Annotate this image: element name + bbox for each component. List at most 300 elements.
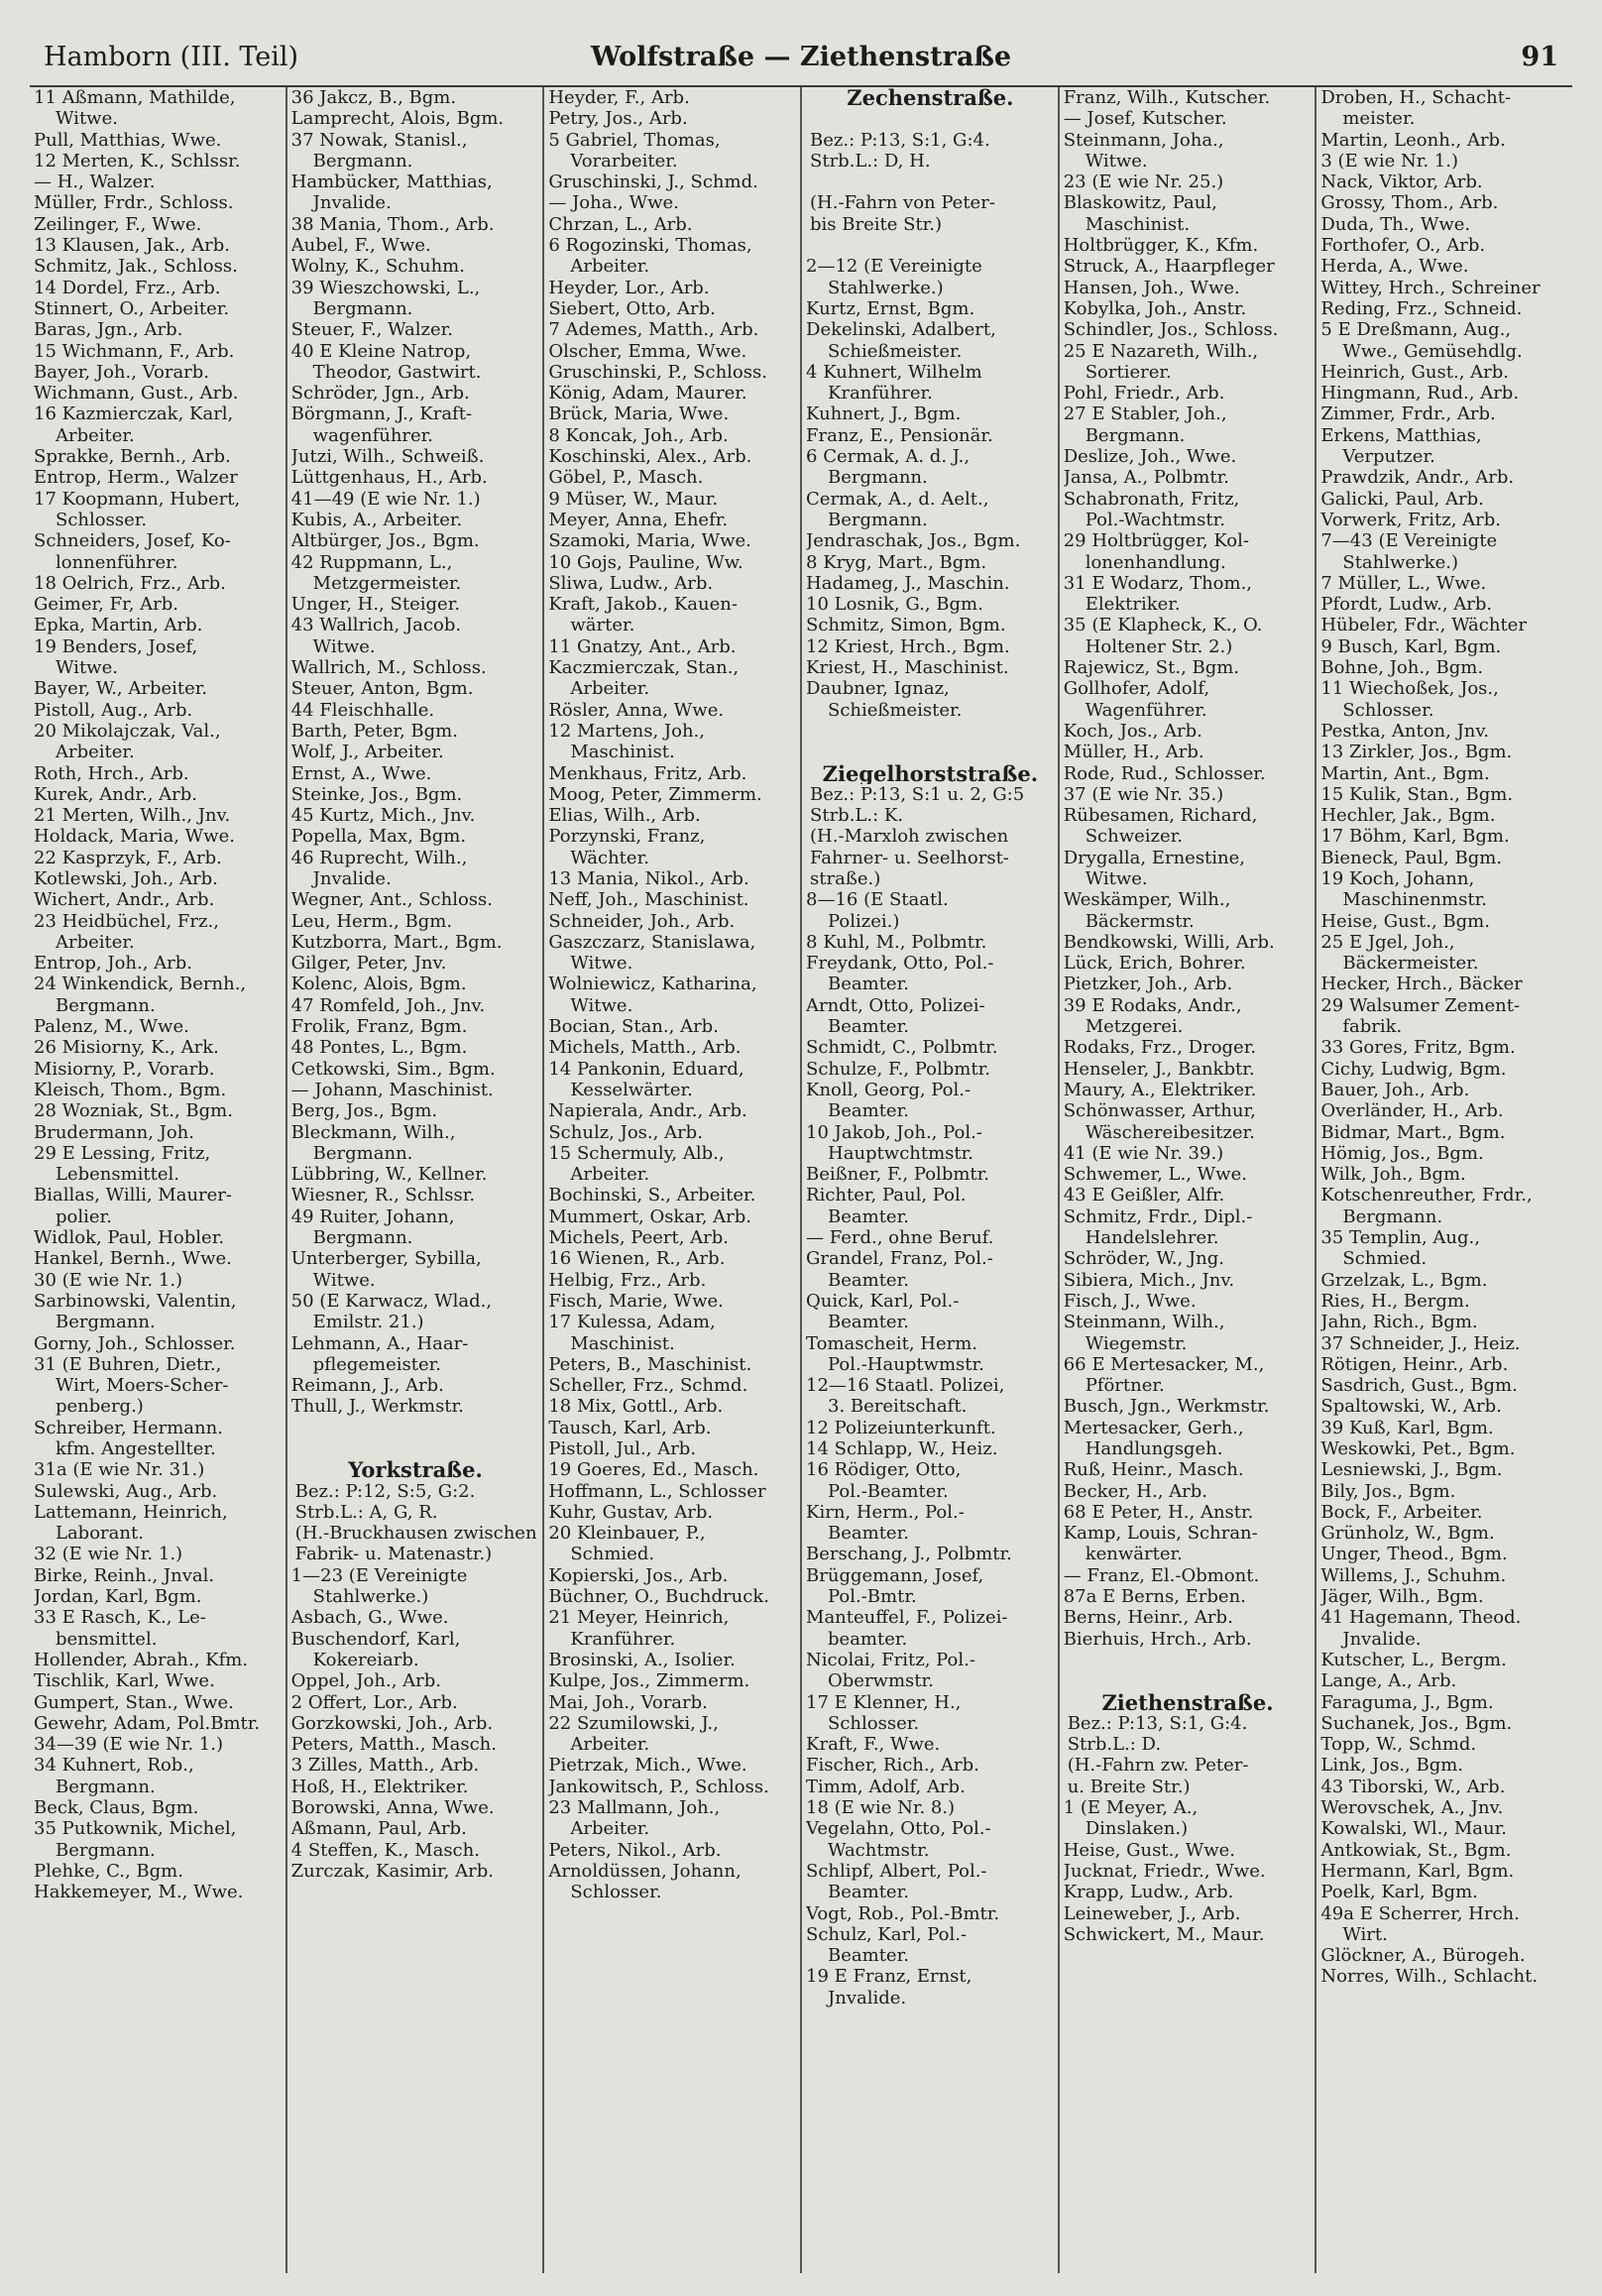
- entry-continuation: Schlosser.: [570, 1882, 662, 1903]
- directory-entry: 41 (E wie Nr. 39.): [1063, 1142, 1224, 1164]
- directory-entry: Jankowitsch, P., Schloss.: [548, 1776, 769, 1797]
- page-number: 91: [1521, 42, 1558, 72]
- street-info-line: u. Breite Str.): [1067, 1776, 1191, 1797]
- directory-entry: Brüggemann, Josef,: [806, 1564, 984, 1586]
- directory-entry: Hansen, Joh., Wwe.: [1063, 277, 1240, 298]
- entry-continuation: fabrik.: [1342, 1016, 1403, 1038]
- directory-entry: Frolik, Franz, Bgm.: [290, 1016, 468, 1038]
- spacer: [806, 742, 1055, 762]
- directory-entry: Kraft, Jakob., Kauen-: [548, 594, 738, 616]
- directory-entry: 13 Klausen, Jak., Arb.: [34, 235, 230, 257]
- directory-entry: 15 Wichmann, F., Arb.: [34, 340, 235, 362]
- directory-entry: Mertesacker, Gerh.,: [1063, 1417, 1244, 1438]
- directory-entry: Göbel, P., Masch.: [548, 467, 704, 489]
- directory-entry: Drygalla, Ernestine,: [1063, 847, 1246, 868]
- directory-entry: Gollhofer, Adolf,: [1063, 678, 1210, 700]
- street-heading: Ziegelhorststraße.: [822, 762, 1039, 784]
- entry-continuation: kenwärter.: [1085, 1544, 1183, 1565]
- directory-entry: Forthofer, O., Arb.: [1320, 235, 1486, 257]
- directory-entry: Antkowiak, St., Bgm.: [1320, 1839, 1512, 1861]
- directory-entry: 20 Mikolajczak, Val.,: [34, 720, 221, 742]
- street-info-line: straße.): [810, 867, 881, 889]
- street-info-line: Bez.: P:13, S:1 u. 2, G:5: [810, 783, 1025, 805]
- directory-entry: Müller, Frdr., Schloss.: [34, 192, 234, 214]
- directory-entry: Hoffmann, L., Schlosser: [548, 1480, 766, 1502]
- directory-entry: Heyder, F., Arb.: [548, 87, 690, 108]
- directory-entry: Kurtz, Ernst, Bgm.: [806, 297, 975, 319]
- directory-entry: Timm, Adolf, Arb.: [806, 1776, 966, 1797]
- entry-continuation: Wagenführer.: [1085, 699, 1207, 721]
- directory-entry: Daubner, Ignaz,: [806, 678, 950, 700]
- directory-entry: Schulz, Jos., Arb.: [548, 1121, 703, 1143]
- directory-entry: Franz, Wilh., Kutscher.: [1063, 87, 1271, 108]
- directory-entry: Lattemann, Heinrich,: [34, 1501, 228, 1523]
- entry-continuation: Bäckermstr.: [1085, 910, 1195, 932]
- street-info-line: (H.-Fahrn zw. Peter-: [1067, 1755, 1249, 1777]
- entry-continuation: Dinslaken.): [1085, 1818, 1189, 1840]
- directory-entry: Arndt, Otto, Polizei-: [806, 994, 985, 1016]
- entry-continuation: Stahlwerke.): [1342, 551, 1458, 573]
- directory-entry: Kulpe, Jos., Zimmerm.: [548, 1670, 750, 1692]
- directory-entry: 4 Steffen, K., Masch.: [290, 1839, 480, 1861]
- entry-continuation: Beamter.: [828, 974, 909, 995]
- directory-entry: Olscher, Emma, Wwe.: [548, 340, 747, 362]
- directory-entry: Norres, Wilh., Schlacht.: [1320, 1966, 1539, 1988]
- directory-entry: Lück, Erich, Bohrer.: [1063, 953, 1246, 975]
- spacer: [806, 172, 1055, 192]
- directory-entry: Hoß, H., Elektriker.: [290, 1776, 469, 1797]
- directory-entry: Unger, H., Steiger.: [290, 594, 461, 616]
- directory-entry: Rötigen, Heinr., Arb.: [1320, 1353, 1509, 1375]
- directory-entry: 49a E Scherrer, Hrch.: [1320, 1902, 1520, 1924]
- directory-entry: Manteuffel, F., Polizei-: [806, 1607, 1008, 1629]
- directory-entry: 37 Nowak, Stanisl.,: [290, 129, 468, 151]
- directory-entry: 21 Meyer, Heinrich,: [548, 1607, 730, 1629]
- directory-entry: Lübbring, W., Kellner.: [290, 1164, 488, 1186]
- directory-entry: 50 (E Karwacz, Wlad.,: [290, 1290, 493, 1312]
- directory-entry: 17 Kulessa, Adam,: [548, 1312, 716, 1333]
- entry-continuation: Wäschereibesitzer.: [1085, 1121, 1255, 1143]
- street-heading: Ziethenstraße.: [1101, 1691, 1274, 1713]
- entry-continuation: Bergmann.: [56, 994, 156, 1016]
- directory-entry: 5 Gabriel, Thomas,: [548, 129, 721, 151]
- directory-entry: Chrzan, L., Arb.: [548, 213, 693, 235]
- directory-entry: Sibiera, Mich., Jnv.: [1063, 1269, 1235, 1291]
- column-1: [30, 87, 287, 2273]
- directory-entry: Spaltowski, W., Arb.: [1320, 1396, 1502, 1418]
- directory-entry: — H., Walzer.: [34, 172, 156, 193]
- directory-entry: 11 Wiechoßek, Jos.,: [1320, 678, 1499, 700]
- directory-entry: 12 Martens, Joh.,: [548, 720, 705, 742]
- entry-continuation: Theodor, Gastwirt.: [312, 361, 482, 383]
- directory-entry: 66 E Mertesacker, M.,: [1063, 1353, 1265, 1375]
- directory-entry: Leu, Herm., Bgm.: [290, 910, 453, 932]
- directory-entry: Kotlewski, Joh., Arb.: [34, 867, 218, 889]
- directory-entry: Gumpert, Stan., Wwe.: [34, 1691, 234, 1713]
- street-heading: Zechenstraße.: [847, 87, 1014, 109]
- entry-continuation: Arbeiter.: [56, 742, 135, 763]
- entry-continuation: Wachtmstr.: [828, 1839, 930, 1861]
- directory-entry: 35 Putkownik, Michel,: [34, 1818, 237, 1840]
- entry-continuation: Arbeiter.: [56, 424, 135, 446]
- directory-entry: Misiorny, P., Vorarb.: [34, 1058, 215, 1080]
- entry-continuation: Sortierer.: [1085, 361, 1172, 383]
- entry-continuation: kfm. Angestellter.: [56, 1438, 216, 1459]
- street-info-line: (H.-Fahrn von Peter-: [810, 192, 995, 214]
- entry-continuation: Bergmann.: [56, 1312, 156, 1333]
- spacer: [806, 108, 1055, 129]
- directory-entry: Rode, Rud., Schlosser.: [1063, 762, 1266, 784]
- directory-entry: Büchner, O., Buchdruck.: [548, 1586, 769, 1608]
- entry-continuation: Schießmeister.: [828, 699, 963, 721]
- directory-entry: Wolny, K., Schuhm.: [290, 256, 465, 278]
- directory-entry: 8 Kuhl, M., Polbmtr.: [806, 931, 987, 953]
- entry-continuation: Maschinist.: [1085, 213, 1191, 235]
- directory-entry: Vogt, Rob., Pol.-Bmtr.: [806, 1902, 1000, 1924]
- directory-entry: 29 Walsumer Zement-: [1320, 994, 1521, 1016]
- directory-entry: Ruß, Heinr., Masch.: [1063, 1459, 1244, 1481]
- directory-entry: Rösler, Anna, Wwe.: [548, 699, 725, 721]
- directory-entry: Moog, Peter, Zimmerm.: [548, 783, 762, 805]
- entry-continuation: Wwe., Gemüsehdlg.: [1342, 340, 1523, 362]
- column-3: [544, 87, 802, 2273]
- entry-continuation: penberg.): [56, 1396, 144, 1418]
- entry-continuation: 3. Bereitschaft.: [828, 1396, 968, 1418]
- directory-entry: — Franz, El.-Obmont.: [1063, 1564, 1260, 1586]
- directory-entry: Herda, A., Wwe.: [1320, 256, 1469, 278]
- spacer: [291, 1418, 540, 1438]
- directory-entry: Gorzkowski, Joh., Arb.: [290, 1712, 494, 1734]
- directory-entry: 14 Pankonin, Eduard,: [548, 1058, 744, 1080]
- entry-continuation: Schmied.: [570, 1544, 655, 1565]
- directory-entry: Faraguma, J., Bgm.: [1320, 1691, 1494, 1713]
- directory-entry: 16 Rödiger, Otto,: [806, 1459, 962, 1481]
- directory-entry: Kowalski, Wl., Maur.: [1320, 1818, 1507, 1840]
- column-2: [287, 87, 545, 2273]
- directory-entry: 8—16 (E Staatl.: [806, 889, 949, 911]
- directory-entry: Glöckner, A., Bürogeh.: [1320, 1945, 1526, 1967]
- directory-entry: 29 Holtbrügger, Kol-: [1063, 530, 1249, 552]
- directory-entry: 26 Misiorny, K., Ark.: [34, 1037, 219, 1059]
- directory-entry: Bendkowski, Willi, Arb.: [1063, 931, 1275, 953]
- directory-entry: 3 Zilles, Matth., Arb.: [290, 1755, 480, 1777]
- directory-entry: Beck, Claus, Bgm.: [34, 1797, 199, 1819]
- directory-entry: 15 Schermuly, Alb.,: [548, 1142, 725, 1164]
- entry-continuation: Polizei.): [828, 910, 900, 932]
- entry-continuation: Arbeiter.: [56, 931, 135, 953]
- entry-continuation: pflegemeister.: [312, 1353, 441, 1375]
- directory-entry: Zeilinger, F., Wwe.: [34, 213, 202, 235]
- column-5: [1060, 87, 1317, 2273]
- directory-entry: 23 (E wie Nr. 25.): [1063, 172, 1224, 193]
- directory-entry: 10 Losnik, G., Bgm.: [806, 594, 983, 616]
- directory-entry: Kriest, H., Maschinist.: [806, 657, 1009, 679]
- directory-entry: Schröder, W., Jng.: [1063, 1248, 1224, 1270]
- directory-entry: Schneiders, Josef, Ko-: [34, 530, 231, 552]
- entry-continuation: Beamter.: [828, 1523, 909, 1545]
- directory-entry: Pull, Matthias, Wwe.: [34, 129, 222, 151]
- directory-entry: Arnoldüssen, Johann,: [548, 1860, 742, 1882]
- directory-entry: Kuhnert, J., Bgm.: [806, 403, 962, 425]
- directory-entry: Schabronath, Fritz,: [1063, 488, 1240, 510]
- directory-entry: Rajewicz, St., Bgm.: [1063, 657, 1240, 679]
- directory-entry: Brosinski, A., Isolier.: [548, 1649, 736, 1670]
- directory-entry: 34—39 (E wie Nr. 1.): [34, 1734, 223, 1756]
- directory-entry: 21 Merten, Wilh., Jnv.: [34, 805, 231, 827]
- entry-continuation: Hauptwchtmstr.: [828, 1142, 973, 1164]
- directory-entry: Holdack, Maria, Wwe.: [34, 826, 235, 848]
- directory-entry: 47 Romfeld, Joh., Jnv.: [290, 994, 486, 1016]
- directory-entry: Borowski, Anna, Wwe.: [290, 1797, 495, 1819]
- directory-entry: Pfordt, Ludw., Arb.: [1320, 594, 1493, 616]
- directory-entry: Reimann, J., Arb.: [290, 1375, 444, 1397]
- directory-entry: 19 Koch, Johann,: [1320, 867, 1475, 889]
- directory-entry: Kirn, Herm., Pol.-: [806, 1501, 965, 1523]
- directory-entry: Quick, Karl, Pol.-: [806, 1290, 960, 1312]
- directory-entry: Bochinski, S., Arbeiter.: [548, 1185, 756, 1206]
- directory-entry: Aubel, F., Wwe.: [290, 235, 431, 257]
- directory-entry: Kobylka, Joh., Anstr.: [1063, 297, 1247, 319]
- directory-entry: Entrop, Joh., Arb.: [34, 953, 193, 975]
- directory-entry: Hermann, Karl, Bgm.: [1320, 1860, 1515, 1882]
- directory-entry: 40 E Kleine Natrop,: [290, 340, 472, 362]
- street-info-line: Strb.L.: D.: [1067, 1734, 1162, 1756]
- directory-entry: Heise, Gust., Bgm.: [1320, 910, 1490, 932]
- directory-entry: Beißner, F., Polbmtr.: [806, 1164, 989, 1186]
- entry-continuation: Vorarbeiter.: [570, 150, 678, 172]
- directory-entry: Schneider, Joh., Arb.: [548, 910, 736, 932]
- directory-entry: Epka, Martin, Arb.: [34, 615, 203, 636]
- directory-entry: Kutzborra, Mart., Bgm.: [290, 931, 503, 953]
- directory-entry: 43 Tiborski, W., Arb.: [1320, 1776, 1506, 1797]
- directory-entry: Plehke, C., Bgm.: [34, 1860, 183, 1882]
- directory-entry: Freydank, Otto, Pol.-: [806, 953, 994, 975]
- directory-entry: Sarbinowski, Valentin,: [34, 1290, 237, 1312]
- entry-continuation: Metzgerei.: [1085, 1016, 1184, 1038]
- directory-entry: Suchanek, Jos., Bgm.: [1320, 1712, 1513, 1734]
- directory-entry: Gorny, Joh., Schlosser.: [34, 1332, 236, 1354]
- entry-continuation: Schlosser.: [828, 1712, 920, 1734]
- directory-entry: Sasdrich, Gust., Bgm.: [1320, 1375, 1518, 1397]
- directory-entry: Ries, H., Bergm.: [1320, 1290, 1470, 1312]
- directory-entry: Porzynski, Franz,: [548, 826, 706, 848]
- directory-entry: 1—23 (E Vereinigte: [290, 1564, 468, 1586]
- directory-entry: Kutscher, L., Bergm.: [1320, 1649, 1507, 1670]
- directory-entry: Jendraschak, Jos., Bgm.: [806, 530, 1021, 552]
- directory-entry: 25 E Nazareth, Wilh.,: [1063, 340, 1259, 362]
- directory-entry: 6 Rogozinski, Thomas,: [548, 235, 752, 257]
- directory-entry: 14 Dordel, Frz., Arb.: [34, 277, 221, 298]
- directory-entry: 15 Kulik, Stan., Bgm.: [1320, 783, 1514, 805]
- directory-entry: 35 Templin, Aug.,: [1320, 1227, 1480, 1249]
- directory-entry: 12 Polizeiunterkunft.: [806, 1417, 996, 1438]
- entry-continuation: Pol.-Bmtr.: [828, 1586, 917, 1608]
- directory-entry: 48 Pontes, L., Bgm.: [290, 1037, 468, 1059]
- directory-entry: Schwickert, M., Maur.: [1063, 1923, 1265, 1945]
- directory-entry: Roth, Hrch., Arb.: [34, 762, 189, 784]
- directory-entry: Hollender, Abrah., Kfm.: [34, 1649, 249, 1670]
- directory-entry: 17 E Klenner, H.,: [806, 1691, 962, 1713]
- directory-entry: Stinnert, O., Arbeiter.: [34, 297, 230, 319]
- entry-continuation: Metzgermeister.: [312, 572, 462, 594]
- directory-entry: Overländer, H., Arb.: [1320, 1100, 1504, 1122]
- entry-continuation: Beamter.: [828, 1945, 909, 1967]
- directory-entry: 11 Aßmann, Mathilde,: [34, 87, 236, 108]
- entry-continuation: Beamter.: [828, 1882, 909, 1903]
- entry-continuation: Pol.-Wachtmstr.: [1085, 509, 1225, 530]
- header-street-range: Wolfstraße — Ziethenstraße: [590, 42, 1012, 72]
- entry-continuation: Beamter.: [828, 1100, 909, 1122]
- directory-entry: 34 Kuhnert, Rob.,: [34, 1755, 194, 1777]
- column-4: [802, 87, 1060, 2273]
- directory-entry: Peters, B., Maschinist.: [548, 1353, 752, 1375]
- directory-entry: Cetkowski, Sim., Bgm.: [290, 1058, 496, 1080]
- directory-entry: Nack, Viktor, Arb.: [1320, 172, 1483, 193]
- entry-continuation: Witwe.: [570, 994, 633, 1016]
- directory-entry: Mummert, Oskar, Arb.: [548, 1205, 751, 1227]
- entry-continuation: Witwe.: [56, 657, 118, 679]
- directory-entry: Weskämper, Wilh.,: [1063, 889, 1231, 911]
- entry-continuation: Beamter.: [828, 1269, 909, 1291]
- entry-continuation: Jnvalide.: [312, 867, 392, 889]
- directory-entry: Altbürger, Jos., Bgm.: [290, 530, 480, 552]
- directory-entry: Pistoll, Aug., Arb.: [34, 699, 193, 721]
- entry-continuation: beamter.: [828, 1628, 908, 1650]
- directory-entry: Oppel, Joh., Arb.: [290, 1670, 441, 1692]
- directory-entry: Willems, J., Schuhm.: [1320, 1564, 1507, 1586]
- directory-entry: König, Adam, Maurer.: [548, 383, 747, 404]
- directory-entry: 9 Müser, W., Maur.: [548, 488, 719, 510]
- entry-continuation: Wirt, Moers-Scher-: [56, 1375, 229, 1397]
- directory-entry: Schmitz, Simon, Bgm.: [806, 615, 1006, 636]
- entry-continuation: Beamter.: [828, 1016, 909, 1038]
- entry-continuation: Bergmann.: [1342, 1205, 1443, 1227]
- directory-entry: 4 Kuhnert, Wilhelm: [806, 361, 982, 383]
- directory-entry: Pohl, Friedr., Arb.: [1063, 383, 1225, 404]
- directory-entry: Peters, Nikol., Arb.: [548, 1839, 722, 1861]
- directory-entry: 68 E Peter, H., Anstr.: [1063, 1501, 1254, 1523]
- directory-entry: Brudermann, Joh.: [34, 1121, 194, 1143]
- entry-continuation: Witwe.: [570, 953, 633, 975]
- directory-entry: Wiesner, R., Schlssr.: [290, 1185, 476, 1206]
- directory-entry: Schmidt, C., Polbmtr.: [806, 1037, 998, 1059]
- entry-continuation: Arbeiter.: [570, 1734, 650, 1756]
- directory-entry: 43 Wallrich, Jacob.: [290, 615, 462, 636]
- directory-entry: Ernst, A., Wwe.: [290, 762, 432, 784]
- entry-continuation: Schmied.: [1342, 1248, 1428, 1270]
- directory-entry: Petry, Jos., Arb.: [548, 108, 688, 130]
- directory-entry: Schlipf, Albert, Pol.-: [806, 1860, 987, 1882]
- directory-entry: 28 Wozniak, St., Bgm.: [34, 1100, 233, 1122]
- directory-entry: 2—12 (E Vereinigte: [806, 256, 982, 278]
- directory-entry: Richter, Paul, Pol.: [806, 1185, 967, 1206]
- entry-continuation: Arbeiter.: [570, 256, 650, 278]
- entry-continuation: Jnvalide.: [828, 1987, 907, 2009]
- directory-entry: Heyder, Lor., Arb.: [548, 277, 710, 298]
- directory-entry: Steinmann, Wilh.,: [1063, 1312, 1225, 1333]
- entry-continuation: Bergmann.: [312, 150, 413, 172]
- directory-entry: Lesniewski, J., Bgm.: [1320, 1459, 1503, 1481]
- entry-continuation: Beamter.: [828, 1312, 909, 1333]
- directory-entry: Sliwa, Ludw., Arb.: [548, 572, 714, 594]
- street-info-line: bis Breite Str.): [810, 213, 943, 235]
- directory-entry: Hechler, Jak., Bgm.: [1320, 805, 1496, 827]
- directory-entry: 32 (E wie Nr. 1.): [34, 1544, 183, 1565]
- street-info-line: Fahrner- u. Seelhorst-: [810, 847, 1009, 868]
- directory-entry: Kubis, A., Arbeiter.: [290, 509, 463, 530]
- directory-entry: Martin, Ant., Bgm.: [1320, 762, 1490, 784]
- entry-continuation: Bäckermeister.: [1342, 953, 1479, 975]
- directory-entry: Pietrzak, Mich., Wwe.: [548, 1755, 747, 1777]
- directory-entry: Grossy, Thom., Arb.: [1320, 192, 1499, 214]
- directory-entry: Unger, Theod., Bgm.: [1320, 1544, 1508, 1565]
- directory-entry: 35 (E Klapheck, K., O.: [1063, 615, 1263, 636]
- directory-entry: Kraft, F., Wwe.: [806, 1734, 941, 1756]
- directory-entry: Steuer, F., Walzer.: [290, 319, 453, 341]
- spacer: [291, 1438, 540, 1459]
- directory-entry: Galicki, Paul, Arb.: [1320, 488, 1484, 510]
- directory-entry: Lehmann, A., Haar-: [290, 1332, 469, 1354]
- street-info-line: Bez.: P:13, S:1, G:4.: [810, 129, 990, 151]
- entry-continuation: Witwe.: [56, 108, 118, 130]
- directory-entry: 33 Gores, Fritz, Bgm.: [1320, 1037, 1516, 1059]
- entry-continuation: Witwe.: [312, 1269, 376, 1291]
- directory-entry: Hecker, Hrch., Bäcker: [1320, 974, 1523, 995]
- directory-entry: Bocian, Stan., Arb.: [548, 1016, 719, 1038]
- directory-entry: Maury, A., Elektriker.: [1063, 1079, 1257, 1100]
- directory-entry: 25 E Jgel, Joh.,: [1320, 931, 1455, 953]
- directory-entry: Franz, E., Pensionär.: [806, 424, 993, 446]
- directory-entry: Schwemer, L., Wwe.: [1063, 1164, 1247, 1186]
- directory-entry: Bily, Jos., Bgm.: [1320, 1480, 1456, 1502]
- directory-entry: Erkens, Matthias,: [1320, 424, 1482, 446]
- directory-entry: 11 Gnatzy, Ant., Arb.: [548, 635, 737, 657]
- entry-continuation: polier.: [56, 1205, 112, 1227]
- directory-entry: 27 E Stabler, Joh.,: [1063, 403, 1227, 425]
- directory-entry: Busch, Jgn., Werkmstr.: [1063, 1396, 1270, 1418]
- street-info-line: Strb.L.: A, G, R.: [294, 1501, 438, 1523]
- directory-entry: 30 (E wie Nr. 1.): [34, 1269, 183, 1291]
- entry-continuation: wärter.: [570, 615, 635, 636]
- directory-entry: Hankel, Bernh., Wwe.: [34, 1248, 232, 1270]
- directory-entry: Koch, Jos., Arb.: [1063, 720, 1202, 742]
- entry-continuation: Wächter.: [570, 847, 649, 868]
- directory-entry: Palenz, M., Wwe.: [34, 1016, 189, 1038]
- directory-entry: 9 Busch, Karl, Bgm.: [1320, 635, 1502, 657]
- directory-entry: Szamoki, Maria, Wwe.: [548, 530, 751, 552]
- street-info-line: Fabrik- u. Matenastr.): [294, 1544, 493, 1565]
- directory-entry: Siebert, Otto, Arb.: [548, 297, 716, 319]
- directory-entry: 8 Koncak, Joh., Arb.: [548, 424, 729, 446]
- directory-entry: Kurek, Andr., Arb.: [34, 783, 198, 805]
- directory-entry: 31a (E wie Nr. 31.): [34, 1459, 205, 1481]
- directory-entry: Prawdzik, Andr., Arb.: [1320, 467, 1515, 489]
- spacer: [806, 235, 1055, 256]
- spacer: [1064, 1650, 1313, 1670]
- directory-entry: 1 (E Meyer, A.,: [1063, 1797, 1199, 1819]
- directory-entry: — Ferd., ohne Beruf.: [806, 1227, 994, 1249]
- directory-entry: Kuhr, Gustav, Arb.: [548, 1501, 714, 1523]
- directory-entry: Schmitz, Jak., Schloss.: [34, 256, 238, 278]
- directory-entry: 87a E Berns, Erben.: [1063, 1586, 1246, 1608]
- street-info-line: Strb.L.: K.: [810, 805, 904, 827]
- directory-entry: Blaskowitz, Paul,: [1063, 192, 1217, 214]
- directory-entry: Birke, Reinh., Jnval.: [34, 1564, 215, 1586]
- directory-entry: Napierala, Andr., Arb.: [548, 1100, 747, 1122]
- directory-entry: Pietzker, Joh., Arb.: [1063, 974, 1233, 995]
- directory-entry: 22 Szumilowski, J.,: [548, 1712, 719, 1734]
- directory-entry: Steuer, Anton, Bgm.: [290, 678, 474, 700]
